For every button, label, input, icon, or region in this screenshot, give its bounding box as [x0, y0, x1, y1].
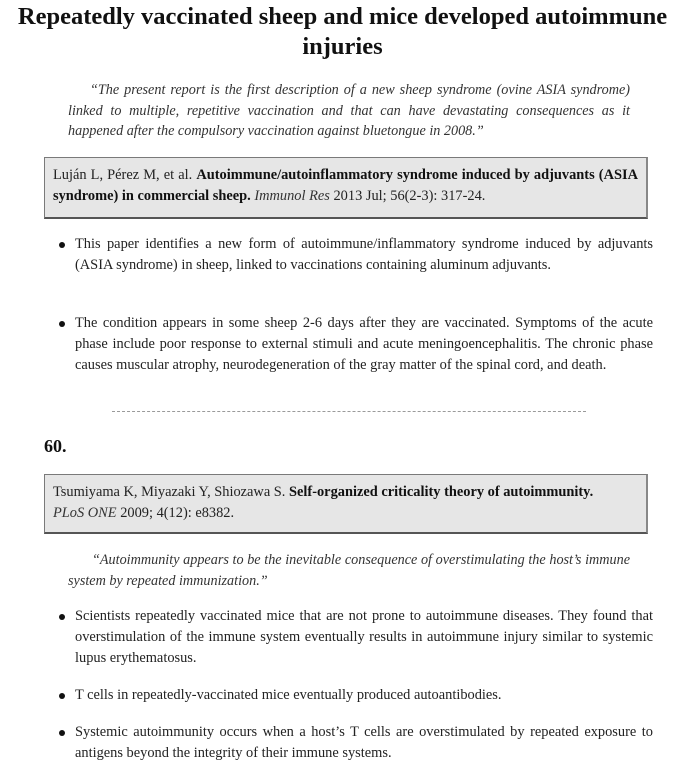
list-item: The condition appears in some sheep 2-6 days after they are vaccinated. Symptoms of the acute phase include poor response to external stimuli and acute meningoencephalitis. The chronic phase causes muscular atrophy, neurodegeneration of the gray matter of the spinal cord, and death.	[58, 313, 653, 376]
entry-number: 60.	[44, 436, 67, 456]
list-item: Scientists repeatedly vaccinated mice that are not prone to autoimmune diseases. They found that overstimulation of the immune system eventually results in autoimmune injury similar to systemic lupus erythematosus.	[58, 606, 653, 669]
entry59-quote: “The present report is the first description of a new sheep syndrome (ovine ASIA syndrome) linked to multiple, repetitive vaccination and that can have devastating consequences as it happened after the compulsory vaccination against bluetongue in 2008.”	[68, 82, 630, 139]
reference-title: Self-organized criticality theory of autoimmunity.	[289, 484, 594, 500]
reference-details: 2009; 4(12): e8382.	[120, 505, 235, 521]
entry59-reference-box	[44, 157, 648, 219]
reference-authors: Luján L, Pérez M, et al.	[53, 167, 193, 183]
list-item: T cells in repeatedly-vaccinated mice eventually produced autoantibodies.	[58, 685, 653, 706]
reference-title: Autoimmune/autoinflammatory syndrome induced by adjuvants (ASIA syndrome) in commercial sheep.	[53, 167, 638, 204]
list-item: Systemic autoimmunity occurs when a host’s T cells are overstimulated by repeated exposure to antigens beyond the integrity of their immune systems.	[58, 722, 653, 764]
entry59-bullet-list-2	[58, 313, 653, 376]
entry60-bullet-list-3	[58, 722, 653, 764]
entry59-bullet-list	[58, 234, 653, 276]
section-divider	[112, 411, 586, 412]
entry60-bullet-list	[58, 606, 653, 669]
page-title: Repeatedly vaccinated sheep and mice developed autoimmune injuries	[17, 3, 668, 60]
reference-authors: Tsumiyama K, Miyazaki Y, Shiozawa S.	[53, 484, 286, 500]
list-item: This paper identifies a new form of autoimmune/inflammatory syndrome induced by adjuvants (ASIA syndrome) in sheep, linked to vaccinations containing aluminum adjuvants.	[58, 234, 653, 276]
reference-details: 2013 Jul; 56(2-3): 317-24.	[333, 188, 486, 204]
entry60-bullet-list-2	[58, 685, 653, 706]
entry60-quote: “Autoimmunity appears to be the inevitable consequence of overstimulating the host’s immune system by repeated immunization.”	[68, 552, 630, 589]
reference-journal: PLoS ONE	[53, 505, 117, 521]
reference-journal: Immunol Res	[254, 188, 330, 204]
entry60-reference-box	[44, 474, 648, 534]
